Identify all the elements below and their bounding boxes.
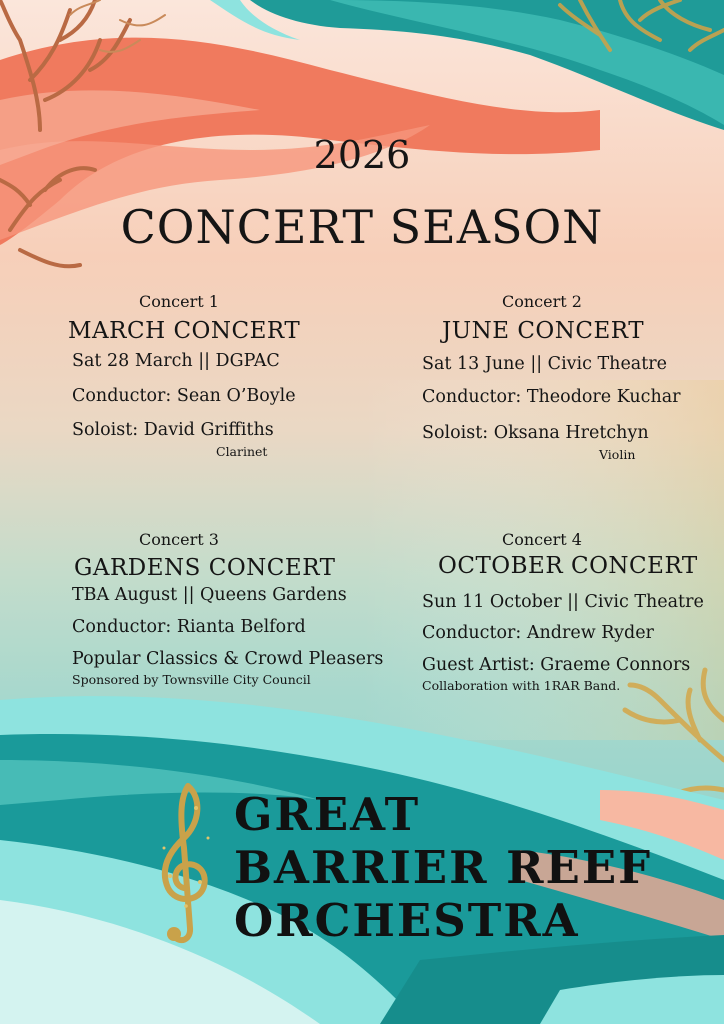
concert-2-conductor: Conductor: Theodore Kuchar [422, 387, 681, 407]
season-year: 2026 [313, 133, 411, 177]
concert-3-date-venue: TBA August || Queens Gardens [72, 585, 347, 605]
orchestra-logo-text [234, 788, 652, 947]
logo-line-2: BARRIER REEF [234, 841, 653, 894]
concert-4-label: Concert 4 [502, 530, 582, 549]
concert-2-date-venue: Sat 13 June || Civic Theatre [422, 354, 667, 374]
treble-clef-icon [150, 778, 220, 948]
concert-4-guest: Guest Artist: Graeme Connors [422, 655, 691, 675]
concert-4-conductor: Conductor: Andrew Ryder [422, 623, 654, 643]
concert-2-label: Concert 2 [502, 292, 582, 311]
logo-line-1: GREAT [234, 788, 421, 841]
season-title: CONCERT SEASON [120, 200, 604, 254]
concert-2-note: Violin [599, 447, 636, 462]
concert-2-soloist: Soloist: Oksana Hretchyn [422, 423, 649, 443]
concert-2-title: JUNE CONCERT [442, 318, 645, 344]
concert-3-extra: Popular Classics & Crowd Pleasers [72, 649, 384, 669]
concert-1-conductor: Conductor: Sean O’Boyle [72, 386, 296, 406]
concert-1-note: Clarinet [216, 444, 268, 459]
concert-3-title: GARDENS CONCERT [74, 555, 336, 581]
concert-4-date-venue: Sun 11 October || Civic Theatre [422, 592, 704, 612]
concert-1-label: Concert 1 [139, 292, 219, 311]
concert-3-conductor: Conductor: Rianta Belford [72, 617, 306, 637]
concert-4-note: Collaboration with 1RAR Band. [422, 678, 621, 693]
concert-1-soloist: Soloist: David Griffiths [72, 420, 274, 440]
concert-1-title: MARCH CONCERT [68, 318, 301, 344]
logo-line-3: ORCHESTRA [234, 894, 580, 947]
concert-3-label: Concert 3 [139, 530, 219, 549]
concert-1-date-venue: Sat 28 March || DGPAC [72, 351, 280, 371]
concert-3-note: Sponsored by Townsville City Council [72, 672, 311, 687]
concert-4-title: OCTOBER CONCERT [438, 553, 698, 579]
